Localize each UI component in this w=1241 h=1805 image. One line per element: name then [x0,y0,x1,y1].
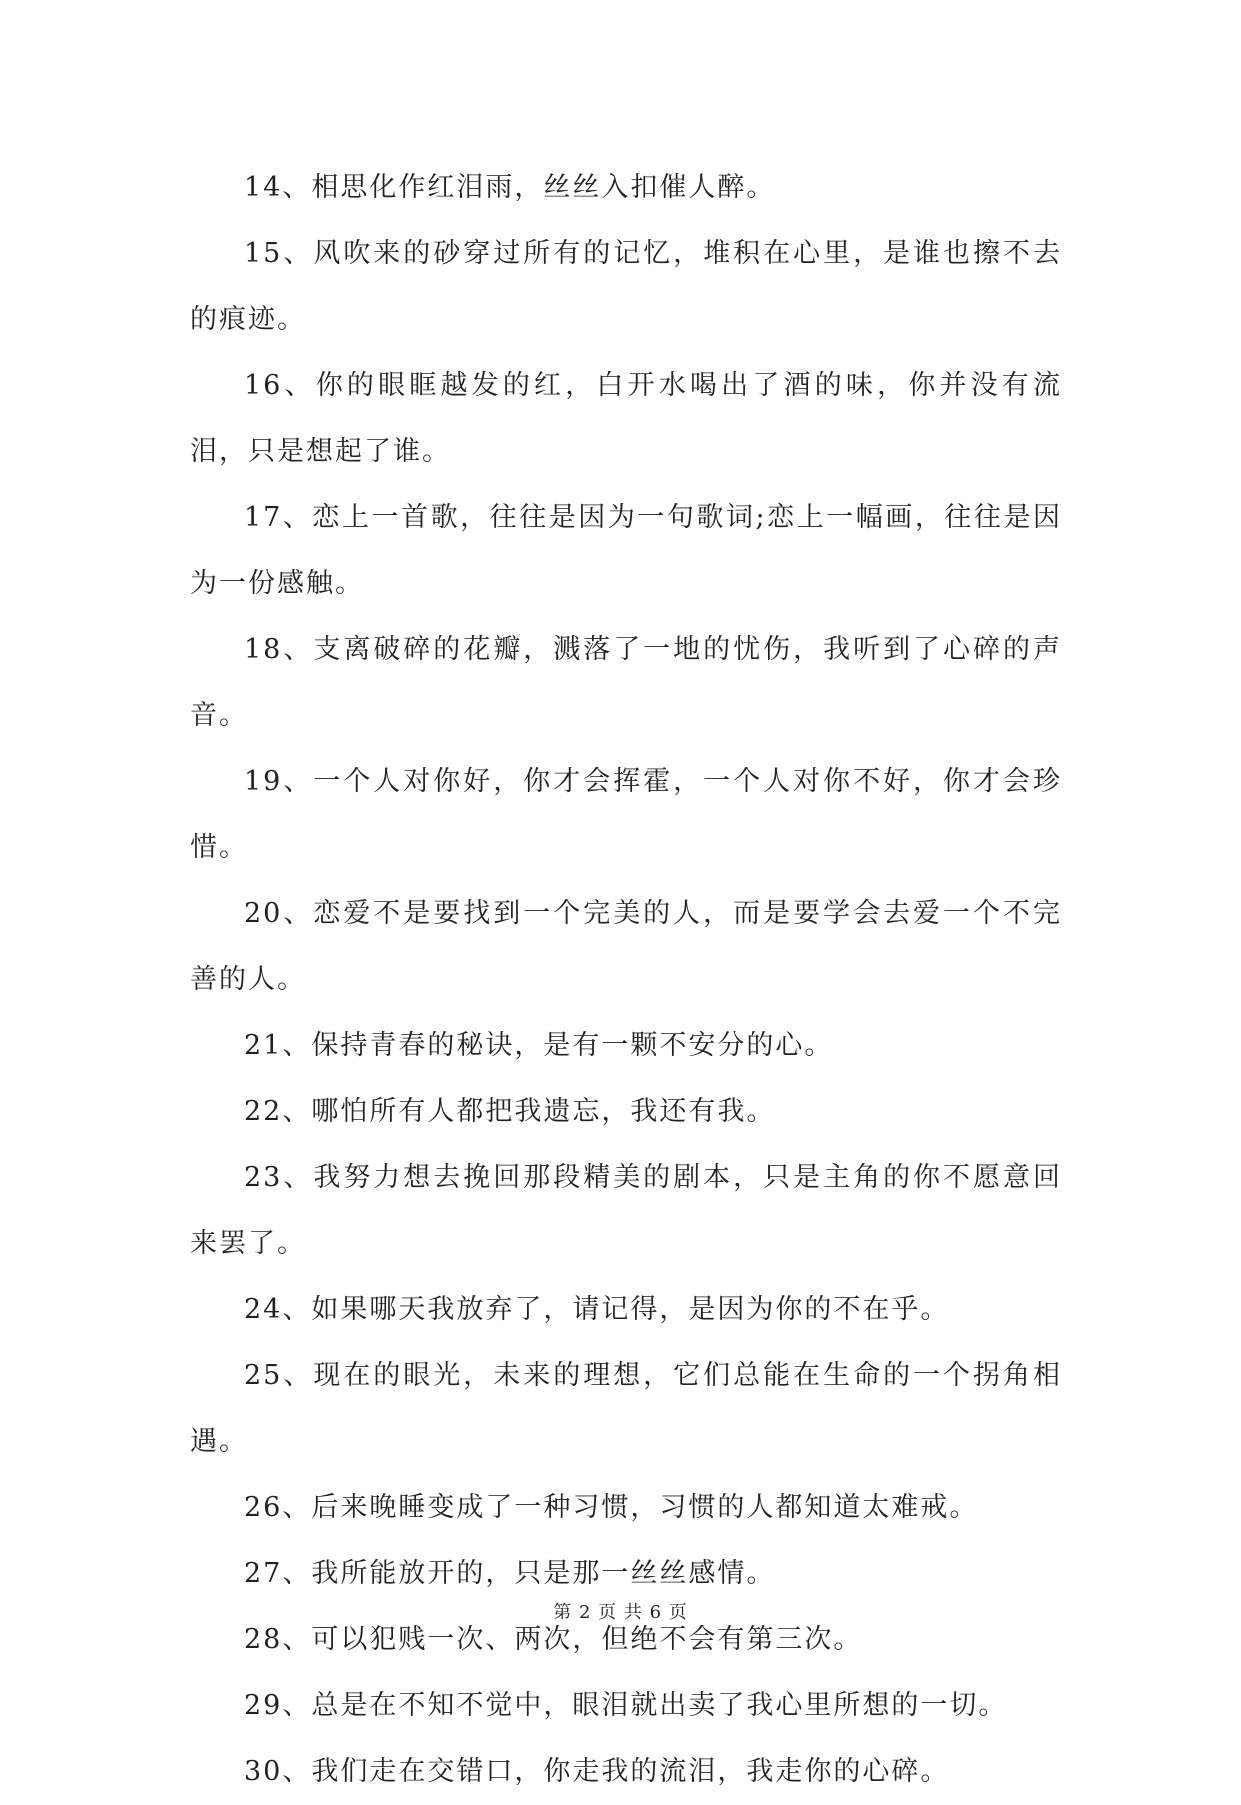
paragraph-29: 29、总是在不知不觉中，眼泪就出卖了我心里所想的一切。 [244,1690,1008,1721]
paragraph-22: 22、哪怕所有人都把我遗忘，我还有我。 [244,1096,776,1127]
document-body [190,155,1062,1805]
paragraph-25: 25、现在的眼光，未来的理想，它们总能在生命的一个拐角相遇。 [190,1360,1062,1457]
paragraph-16: 16、你的眼眶越发的红，白开水喝出了酒的味，你并没有流泪，只是想起了谁。 [190,370,1062,467]
paragraph-24: 24、如果哪天我放弃了，请记得，是因为你的不在乎。 [244,1294,950,1325]
paragraph-17: 17、恋上一首歌，往往是因为一句歌词;恋上一幅画，往往是因为一份感触。 [190,502,1062,599]
paragraph-21: 21、保持青春的秘诀，是有一颗不安分的心。 [244,1030,834,1061]
paragraph-27: 27、我所能放开的，只是那一丝丝感情。 [244,1558,776,1589]
paragraph-30: 30、我们走在交错口，你走我的流泪，我走你的心碎。 [244,1756,950,1787]
paragraph-19: 19、一个人对你好，你才会挥霍，一个人对你不好，你才会珍惜。 [190,766,1062,863]
paragraph-23: 23、我努力想去挽回那段精美的剧本，只是主角的你不愿意回来罢了。 [190,1162,1062,1259]
paragraph-15: 15、风吹来的砂穿过所有的记忆，堆积在心里，是谁也擦不去的痕迹。 [190,238,1062,335]
paragraph-14: 14、相思化作红泪雨，丝丝入扣催人醉。 [244,172,776,203]
paragraph-28: 28、可以犯贱一次、两次，但绝不会有第三次。 [244,1624,863,1655]
page-number-footer: 第 2 页 共 6 页 [553,1602,688,1623]
paragraph-26: 26、后来晚睡变成了一种习惯，习惯的人都知道太难戒。 [244,1492,979,1523]
paragraph-20: 20、恋爱不是要找到一个完美的人，而是要学会去爱一个不完善的人。 [190,898,1062,995]
paragraph-18: 18、支离破碎的花瓣，溅落了一地的忧伤，我听到了心碎的声音。 [190,634,1062,731]
